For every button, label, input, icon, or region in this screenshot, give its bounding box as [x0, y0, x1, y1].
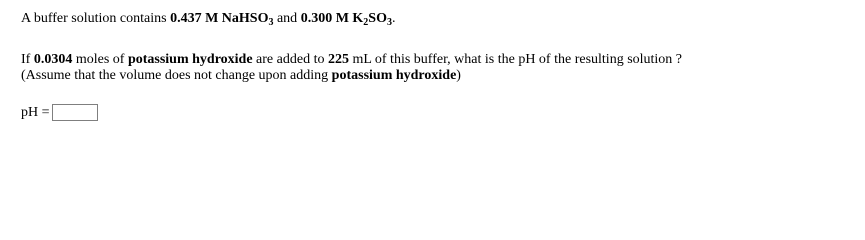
buffer-composition-text: A buffer solution contains 0.437 M NaHSO$_3$ and 0.300 M $K_2SO_3$. [21, 11, 396, 28]
koh-moles: 0.0304 [33, 52, 73, 67]
ph-label: pH = [21, 104, 50, 120]
k2so3-concentration: 0.300 M $K_2SO_3$ [300, 11, 392, 28]
answer-row [21, 104, 98, 121]
ph-answer-input[interactable] [52, 104, 98, 121]
question-text: If 0.0304 moles of potassium hydroxide are added to 225 mL of this buffer, what is the pH of the resulting solution ? [21, 52, 683, 67]
assumption-text: (Assume that the volume does not change upon adding potassium hydroxide) [21, 68, 461, 83]
reagent-name: potassium hydroxide [127, 52, 253, 67]
buffer-volume: 225 [327, 52, 349, 67]
assumption-reagent-name: potassium hydroxide [331, 68, 457, 83]
nahso3-concentration: 0.437 M NaHSO$_3$ [170, 11, 274, 28]
